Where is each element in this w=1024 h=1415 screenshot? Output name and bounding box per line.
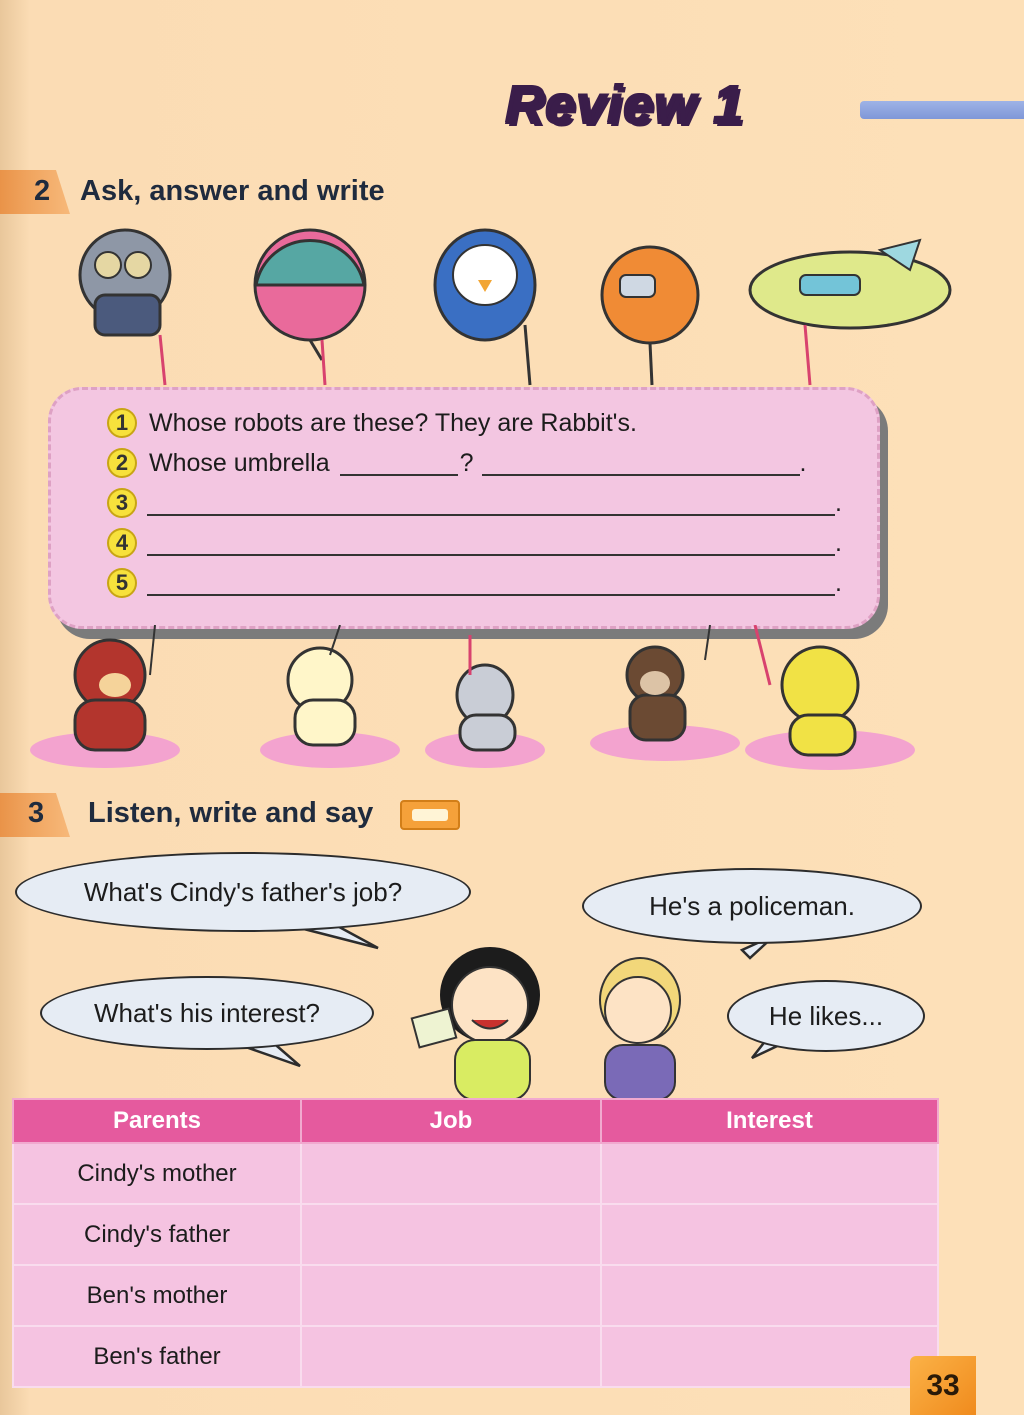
question-row-4 bbox=[107, 526, 842, 560]
interest-cell[interactable] bbox=[601, 1326, 938, 1387]
section2-number: 2 bbox=[34, 175, 51, 207]
speech-bubble-answer-interest bbox=[727, 980, 925, 1052]
job-cell[interactable] bbox=[301, 1326, 601, 1387]
period: . bbox=[835, 488, 842, 517]
question-number: 4 bbox=[107, 528, 137, 558]
title-decor-bar bbox=[860, 101, 1024, 119]
parent-cell: Ben's father bbox=[13, 1326, 301, 1387]
section3-number: 3 bbox=[28, 797, 45, 829]
question-row-1 bbox=[107, 406, 637, 440]
speech-bubble-question-job bbox=[15, 852, 471, 932]
girl-image bbox=[412, 947, 540, 1100]
bear-image bbox=[75, 625, 155, 750]
answer-blank[interactable] bbox=[147, 570, 835, 596]
parent-cell: Cindy's mother bbox=[13, 1143, 301, 1204]
section2-heading: Ask, answer and write bbox=[80, 175, 385, 207]
question-row-5 bbox=[107, 566, 842, 600]
question-number: 5 bbox=[107, 568, 137, 598]
answer-blank[interactable] bbox=[147, 530, 835, 556]
robot-toy-image bbox=[80, 230, 170, 385]
toys-illustration bbox=[60, 220, 960, 390]
question-row-2 bbox=[107, 446, 807, 480]
rabbit-image bbox=[457, 635, 515, 750]
parent-cell: Ben's mother bbox=[13, 1265, 301, 1326]
bubble-text: He's a policeman. bbox=[649, 890, 855, 921]
penguin-toy-image bbox=[435, 230, 535, 385]
question-text: Whose umbrella bbox=[149, 448, 330, 477]
speech-bubble-answer-job bbox=[582, 868, 922, 944]
header-interest: Interest bbox=[601, 1099, 938, 1143]
review-title: Review 1 bbox=[505, 75, 745, 135]
monkey-image bbox=[627, 625, 710, 740]
parent-cell: Cindy's father bbox=[13, 1204, 301, 1265]
period: . bbox=[835, 568, 842, 597]
job-cell[interactable] bbox=[301, 1204, 601, 1265]
umbrella-toy-image bbox=[255, 230, 365, 385]
cassette-icon[interactable] bbox=[400, 800, 460, 830]
interest-cell[interactable] bbox=[601, 1265, 938, 1326]
job-cell[interactable] bbox=[301, 1265, 601, 1326]
question-number: 3 bbox=[107, 488, 137, 518]
job-cell[interactable] bbox=[301, 1143, 601, 1204]
question-mark: ? bbox=[459, 448, 474, 477]
question-panel bbox=[48, 387, 880, 629]
bubble-text: What's Cindy's father's job? bbox=[83, 876, 403, 907]
speech-bubble-question-interest bbox=[40, 976, 374, 1050]
interest-cell[interactable] bbox=[601, 1143, 938, 1204]
header-parents: Parents bbox=[13, 1099, 301, 1143]
children-illustration bbox=[410, 945, 700, 1100]
table-header-row bbox=[13, 1099, 938, 1143]
parents-table bbox=[12, 1098, 939, 1388]
page-number: 33 bbox=[910, 1356, 976, 1415]
question-number: 1 bbox=[107, 408, 137, 438]
bubble-text: He likes... bbox=[768, 1000, 884, 1031]
car-toy-image bbox=[602, 247, 698, 385]
table-row bbox=[13, 1204, 938, 1265]
table-row bbox=[13, 1326, 938, 1387]
table-row bbox=[13, 1265, 938, 1326]
question-row-3 bbox=[107, 486, 842, 520]
interest-cell[interactable] bbox=[601, 1204, 938, 1265]
question-text: Whose robots are these? They are Rabbit's. bbox=[149, 408, 637, 437]
bubble-text: What's his interest? bbox=[93, 997, 321, 1028]
period: . bbox=[799, 448, 807, 477]
boy-image bbox=[600, 958, 680, 1100]
table-row bbox=[13, 1143, 938, 1204]
period: . bbox=[835, 528, 842, 557]
question-number: 2 bbox=[107, 448, 137, 478]
tiger-image bbox=[755, 625, 858, 755]
answer-blank[interactable] bbox=[482, 450, 800, 476]
header-job: Job bbox=[301, 1099, 601, 1143]
section3-heading: Listen, write and say bbox=[88, 797, 374, 829]
answer-blank[interactable] bbox=[340, 450, 458, 476]
answer-blank[interactable] bbox=[147, 490, 835, 516]
dog-image bbox=[288, 625, 355, 745]
plane-toy-image bbox=[750, 240, 950, 385]
animals-illustration bbox=[30, 625, 930, 785]
